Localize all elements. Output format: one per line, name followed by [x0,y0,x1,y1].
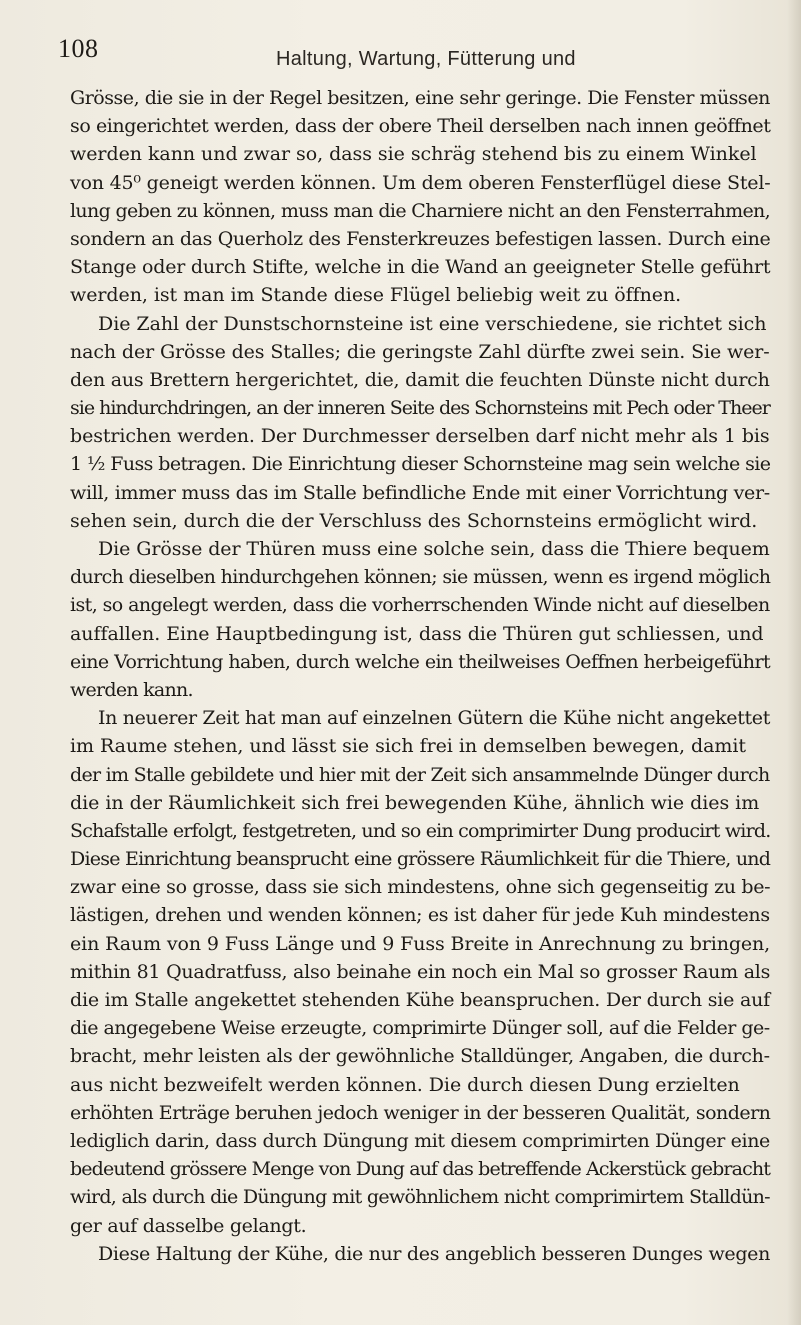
text-line: wird, als durch die Düngung mit gewöhnlichem nicht comprimirtem Stalldün- [70,1186,770,1209]
text-line: mithin 81 Quadratfuss, also beinahe ein noch ein Mal so grosser Raum als [70,960,771,983]
text-line: lung geben zu können, muss man die Charniere nicht an den Fensterrahmen, [70,199,771,222]
text-line: bestrichen werden. Der Durchmesser derselben darf nicht mehr als 1 bis [70,425,770,448]
text-line: 1 ½ Fuss betragen. Die Einrichtung dieser Schornsteine mag sein welche sie [70,453,771,476]
text-line: erhöhten Erträge beruhen jedoch weniger in der besseren Qualität, sondern [70,1101,771,1124]
text-line: werden, ist man im Stande diese Flügel beliebig weit zu öffnen. [70,284,682,307]
page-edge-shadow [787,0,801,1325]
text-line: ger auf dasselbe gelangt. [70,1214,307,1237]
text-line: bracht, mehr leisten als der gewöhnliche Stalldünger, Angaben, die durch- [70,1045,770,1068]
text-line: werden kann und zwar so, dass sie schräg stehend bis zu einem Winkel [70,143,757,166]
text-line: Grösse, die sie in der Regel besitzen, eine sehr geringe. Die Fenster müssen [70,87,770,109]
text-line: lediglich darin, dass durch Düngung mit diesem comprimirten Dünger eine [70,1129,770,1152]
text-line: ist, so angelegt werden, dass die vorherrschenden Winde nicht auf dieselben [70,594,770,617]
text-line: werden kann. [70,678,193,701]
text-line: Die Grösse der Thüren muss eine solche sein, dass die Thiere bequem [98,538,770,560]
text-line: von 45⁰ geneigt werden können. Um dem oberen Fensterflügel diese Stel- [70,171,771,194]
text-line: der im Stalle gebildete und hier mit der Zeit sich ansammelnde Dünger durch [70,763,770,786]
page-header [58,34,778,74]
text-line: die im Stalle angekettet stehenden Kühe beanspruchen. Der durch sie auf [70,989,771,1011]
text-line: so eingerichtet werden, dass der obere Theil derselben nach innen geöffnet [70,115,771,138]
text-line: aus nicht bezweifelt werden können. Die durch diesen Dung erzielten [70,1073,740,1096]
text-line: ein Raum von 9 Fuss Länge und 9 Fuss Breite in Anrechnung zu bringen, [70,932,771,955]
text-line: bedeutend grössere Menge von Dung auf das betreffende Ackerstück gebracht [70,1158,770,1181]
text-line: Diese Haltung der Kühe, die nur des angeblich besseren Dunges wegen [98,1242,771,1265]
text-line: die angegebene Weise erzeugte, comprimirte Dünger soll, auf die Felder ge- [70,1017,770,1040]
text-line: Diese Einrichtung beansprucht eine grössere Räumlichkeit für die Thiere, und [70,848,771,871]
text-line: auffallen. Eine Hauptbedingung ist, dass die Thüren gut schliessen, und [70,622,764,645]
text-line: durch dieselben hindurchgehen können; sie müssen, wenn es irgend möglich [70,566,771,589]
text-line: zwar eine so grosse, dass sie sich mindestens, ohne sich gegenseitig zu be- [70,876,771,899]
body-text [70,84,780,1268]
text-line: Schafstalle erfolgt, festgetreten, und so ein comprimirter Dung producirt wird. [70,819,771,842]
page-number: 108 [58,34,99,63]
text-line: lästigen, drehen und wenden können; es ist daher für jede Kuh mindestens [70,904,770,927]
text-line: den aus Brettern hergerichtet, die, damit die feuchten Dünste nicht durch [70,368,770,391]
text-line: Stange oder durch Stifte, welche in die Wand an geeigneter Stelle geführt [70,256,771,279]
text-line: die in der Räumlichkeit sich frei bewegenden Kühe, ähnlich wie dies im [70,791,760,814]
text-line: Die Zahl der Dunstschornsteine ist eine verschiedene, sie richtet sich [98,312,767,335]
text-line: sehen sein, durch die der Verschluss des Schornsteins ermöglicht wird. [70,509,758,532]
text-line: sondern an das Querholz des Fensterkreuzes befestigen lassen. Durch eine [70,227,771,250]
text-line: eine Vorrichtung haben, durch welche ein theilweises Oeffnen herbeigeführt [70,650,771,673]
text-line: nach der Grösse des Stalles; die geringste Zahl dürfte zwei sein. Sie wer- [70,340,770,363]
text-line: sie hindurchdringen, an der inneren Seite des Schornsteins mit Pech oder Theer [70,397,770,420]
text-line: im Raume stehen, und lässt sie sich frei in demselben bewegen, damit [70,735,746,758]
running-head: Haltung, Wartung, Fütterung und [276,48,576,70]
text-line: will, immer muss das im Stalle befindliche Ende mit einer Vorrichtung ver- [70,481,770,504]
text-line: In neuerer Zeit hat man auf einzelnen Gütern die Kühe nicht angekettet [98,707,770,730]
